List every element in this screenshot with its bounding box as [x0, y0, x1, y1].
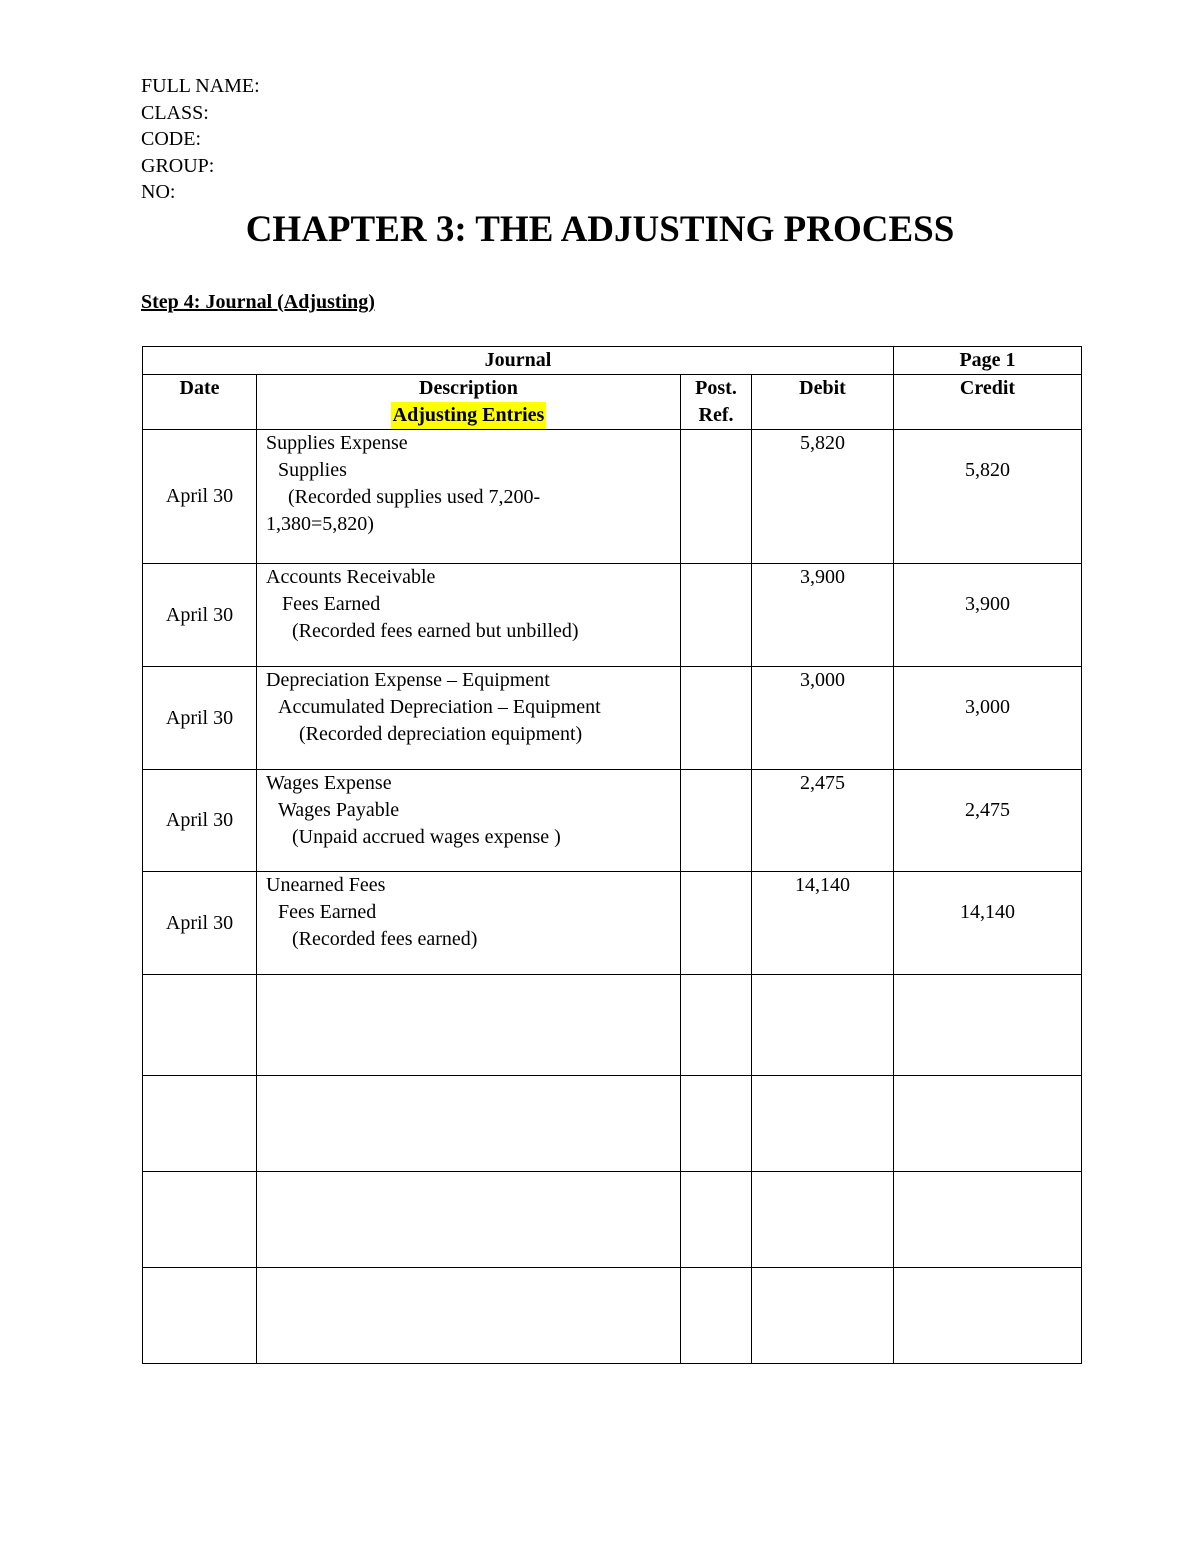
journal-empty-row — [143, 975, 1082, 1076]
entry-date: April 30 — [143, 770, 257, 872]
entry-debit: 2,475 — [752, 770, 894, 872]
journal-entry-row — [143, 872, 1082, 975]
post-ref-label-line1: Post. — [695, 377, 737, 399]
debit-account: Supplies Expense — [266, 432, 408, 454]
empty-description-cell — [257, 1172, 681, 1268]
journal-page-number: Page 1 — [894, 347, 1082, 375]
credit-account: Supplies — [278, 459, 347, 481]
empty-debit-cell — [752, 975, 894, 1076]
credit-column-header: Credit — [894, 375, 1082, 430]
journal-table — [142, 346, 1082, 1364]
journal-title: Journal — [143, 347, 894, 375]
empty-credit-cell — [894, 975, 1082, 1076]
entry-debit: 3,900 — [752, 564, 894, 667]
journal-title-row — [143, 347, 1082, 375]
entry-description — [257, 430, 681, 564]
empty-post-ref-cell — [681, 1172, 752, 1268]
entry-debit: 3,000 — [752, 667, 894, 770]
group-label: GROUP: — [141, 154, 215, 177]
empty-post-ref-cell — [681, 1076, 752, 1172]
number-label: NO: — [141, 181, 176, 204]
credit-account: Fees Earned — [282, 593, 381, 615]
entry-credit: 3,000 — [894, 667, 1082, 770]
empty-date-cell — [143, 1076, 257, 1172]
student-info-fields — [141, 73, 260, 206]
empty-date-cell — [143, 1268, 257, 1364]
entry-debit: 14,140 — [752, 872, 894, 975]
post-ref-column-header — [681, 375, 752, 430]
page-title: CHAPTER 3: THE ADJUSTING PROCESS — [245, 209, 955, 250]
entry-description — [257, 667, 681, 770]
class-label: CLASS: — [141, 101, 209, 124]
credit-account: Accumulated Depreciation – Equipment — [278, 696, 601, 718]
entry-explanation: (Recorded depreciation equipment) — [299, 723, 583, 745]
empty-debit-cell — [752, 1268, 894, 1364]
journal-empty-row — [143, 1076, 1082, 1172]
post-ref-label-line2: Ref. — [698, 404, 734, 426]
entry-credit: 14,140 — [894, 872, 1082, 975]
empty-credit-cell — [894, 1076, 1082, 1172]
debit-account: Unearned Fees — [266, 874, 386, 896]
empty-date-cell — [143, 975, 257, 1076]
credit-account: Wages Payable — [278, 799, 400, 821]
journal-entry-row — [143, 667, 1082, 770]
full-name-label: FULL NAME: — [141, 75, 260, 97]
description-header-label: Description — [419, 377, 518, 399]
journal-entry-row — [143, 770, 1082, 872]
credit-account: Fees Earned — [278, 901, 377, 923]
empty-description-cell — [257, 1076, 681, 1172]
debit-column-header: Debit — [752, 375, 894, 430]
entry-description — [257, 872, 681, 975]
entry-post-ref — [681, 770, 752, 872]
entry-date: April 30 — [143, 667, 257, 770]
date-column-header: Date — [143, 375, 257, 430]
empty-credit-cell — [894, 1172, 1082, 1268]
empty-post-ref-cell — [681, 1268, 752, 1364]
entry-debit: 5,820 — [752, 430, 894, 564]
empty-debit-cell — [752, 1172, 894, 1268]
empty-debit-cell — [752, 1076, 894, 1172]
empty-post-ref-cell — [681, 975, 752, 1076]
entry-explanation: (Recorded fees earned but unbilled) — [292, 620, 579, 642]
empty-date-cell — [143, 1172, 257, 1268]
journal-empty-row — [143, 1172, 1082, 1268]
debit-account: Wages Expense — [266, 772, 392, 794]
entry-date: April 30 — [143, 564, 257, 667]
journal-entry-row — [143, 564, 1082, 667]
entry-post-ref — [681, 667, 752, 770]
entry-explanation: (Unpaid accrued wages expense ) — [292, 826, 561, 848]
entry-description — [257, 770, 681, 872]
empty-description-cell — [257, 975, 681, 1076]
entry-description — [257, 564, 681, 667]
journal-entry-row — [143, 430, 1082, 564]
adjusting-entries-highlight: Adjusting Entries — [391, 402, 547, 429]
entry-post-ref — [681, 430, 752, 564]
entry-explanation: (Recorded fees earned) — [292, 928, 478, 950]
entry-credit: 2,475 — [894, 770, 1082, 872]
journal-column-header-row — [143, 375, 1082, 430]
entry-post-ref — [681, 872, 752, 975]
entry-credit: 3,900 — [894, 564, 1082, 667]
journal-empty-row — [143, 1268, 1082, 1364]
entry-explanation: (Recorded supplies used 7,200-1,380=5,820) — [266, 486, 541, 535]
entry-date: April 30 — [143, 872, 257, 975]
description-column-header — [257, 375, 681, 430]
code-label: CODE: — [141, 128, 201, 151]
debit-account: Accounts Receivable — [266, 566, 436, 588]
entry-date: April 30 — [143, 430, 257, 564]
empty-description-cell — [257, 1268, 681, 1364]
entry-post-ref — [681, 564, 752, 667]
debit-account: Depreciation Expense – Equipment — [266, 669, 550, 691]
empty-credit-cell — [894, 1268, 1082, 1364]
step-heading: Step 4: Journal (Adjusting) — [141, 291, 375, 313]
entry-credit: 5,820 — [894, 430, 1082, 564]
